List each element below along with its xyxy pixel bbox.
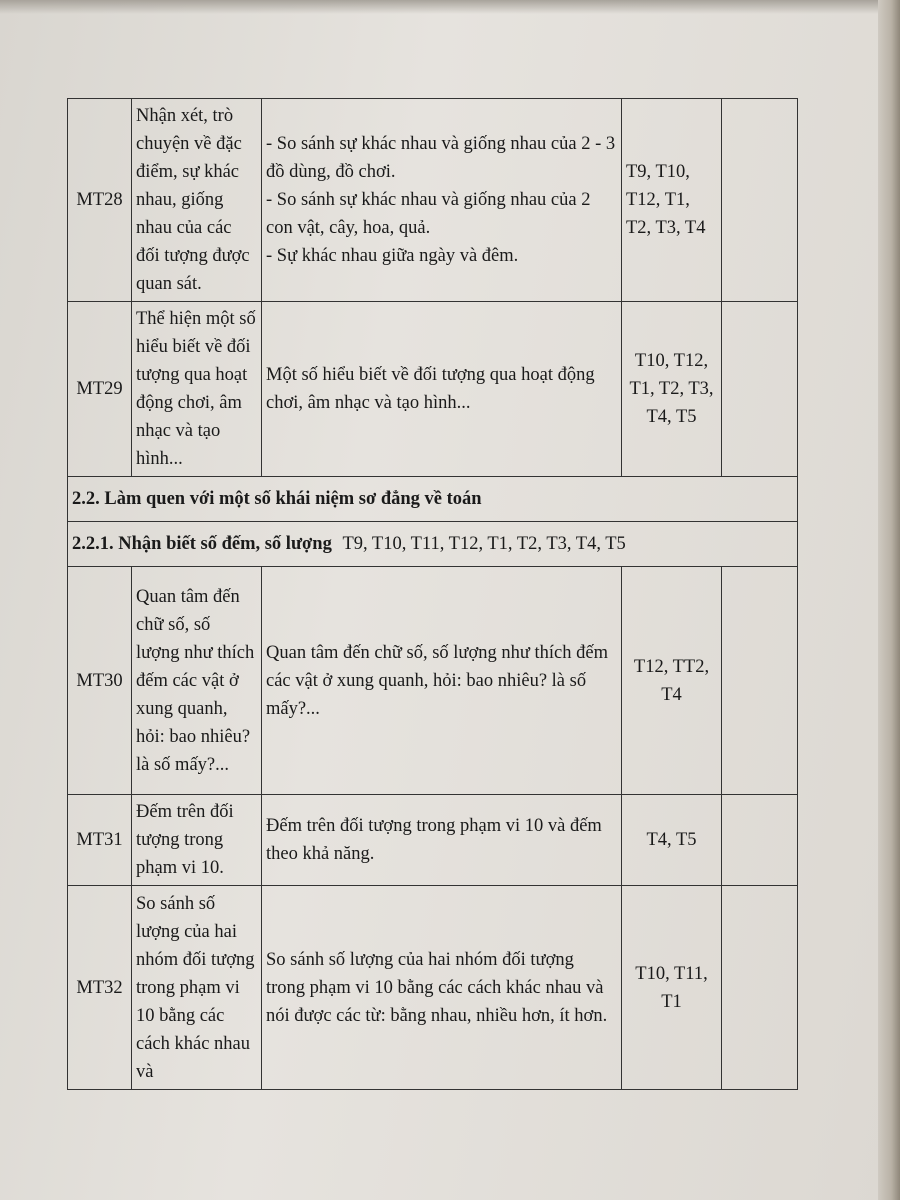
objective-code: MT28 bbox=[68, 99, 132, 302]
objective-target: Thể hiện một số hiểu biết về đối tượng qua hoạt động chơi, âm nhạc và tạo hình... bbox=[132, 302, 262, 477]
section-row bbox=[68, 477, 798, 522]
objective-time: T10, T11, T1 bbox=[622, 886, 722, 1090]
objective-target: Quan tâm đến chữ số, số lượng như thích đếm các vật ở xung quanh, hỏi: bao nhiêu? là số mấy?... bbox=[132, 567, 262, 795]
section-row bbox=[68, 522, 798, 567]
objective-code: MT30 bbox=[68, 567, 132, 795]
objective-time: T9, T10, T12, T1, T2, T3, T4 bbox=[622, 99, 722, 302]
subsection-time: T9, T10, T11, T12, T1, T2, T3, T4, T5 bbox=[342, 534, 626, 554]
objective-code: MT31 bbox=[68, 795, 132, 886]
note-cell bbox=[722, 795, 798, 886]
content-line: Một số hiểu biết về đối tượng qua hoạt động chơi, âm nhạc và tạo hình... bbox=[266, 365, 595, 413]
note-cell bbox=[722, 567, 798, 795]
page-edge bbox=[878, 0, 900, 1200]
objective-target: Đếm trên đối tượng trong phạm vi 10. bbox=[132, 795, 262, 886]
table-row bbox=[68, 302, 798, 477]
objective-content: Đếm trên đối tượng trong phạm vi 10 và đếm theo khả năng. bbox=[262, 795, 622, 886]
page-top-shadow bbox=[0, 0, 900, 14]
objective-target: So sánh số lượng của hai nhóm đối tượng trong phạm vi 10 bằng các cách khác nhau và bbox=[132, 886, 262, 1090]
objective-target: Nhận xét, trò chuyện về đặc điểm, sự khác nhau, giống nhau của các đối tượng được quan sát. bbox=[132, 99, 262, 302]
objective-code: MT29 bbox=[68, 302, 132, 477]
note-cell bbox=[722, 302, 798, 477]
table-row bbox=[68, 886, 798, 1090]
subsection-heading bbox=[68, 522, 798, 567]
objective-time: T4, T5 bbox=[622, 795, 722, 886]
objective-content bbox=[262, 99, 622, 302]
note-cell bbox=[722, 886, 798, 1090]
subsection-title: 2.2.1. Nhận biết số đếm, số lượng bbox=[72, 534, 332, 554]
table-row bbox=[68, 795, 798, 886]
note-cell bbox=[722, 99, 798, 302]
education-plan-table bbox=[67, 98, 798, 1090]
content-line: - Sự khác nhau giữa ngày và đêm. bbox=[266, 246, 519, 266]
objective-content: So sánh số lượng của hai nhóm đối tượng trong phạm vi 10 bằng các cách khác nhau và nói được các từ: bằng nhau, nhiều hơn, ít hơn. bbox=[262, 886, 622, 1090]
objective-time: T12, TT2, T4 bbox=[622, 567, 722, 795]
objective-time: T10, T12, T1, T2, T3, T4, T5 bbox=[622, 302, 722, 477]
objective-code: MT32 bbox=[68, 886, 132, 1090]
content-line: - So sánh sự khác nhau và giống nhau của 2 con vật, cây, hoa, quả. bbox=[266, 190, 591, 238]
table-row bbox=[68, 99, 798, 302]
table-row bbox=[68, 567, 798, 795]
objective-content bbox=[262, 302, 622, 477]
objective-content: Quan tâm đến chữ số, số lượng như thích đếm các vật ở xung quanh, hỏi: bao nhiêu? là số mấy?... bbox=[262, 567, 622, 795]
section-heading: 2.2. Làm quen với một số khái niệm sơ đẳng về toán bbox=[68, 477, 798, 522]
content-line: - So sánh sự khác nhau và giống nhau của 2 - 3 đồ dùng, đồ chơi. bbox=[266, 134, 616, 182]
